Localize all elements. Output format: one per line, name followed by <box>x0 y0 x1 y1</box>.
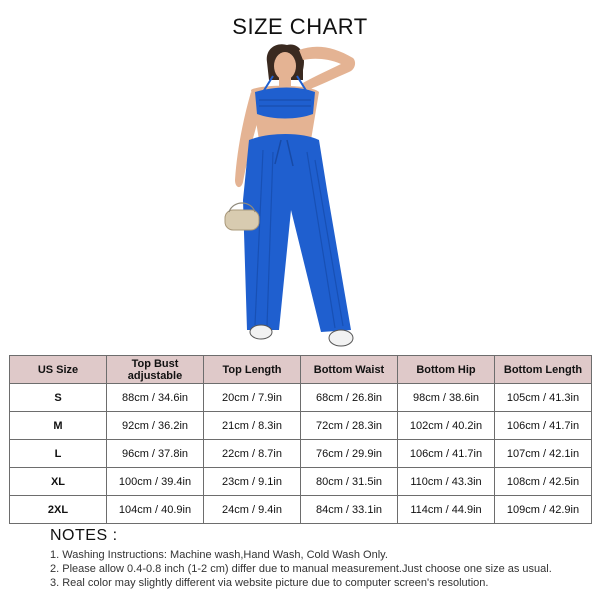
header-bottom-length: Bottom Length <box>495 356 592 384</box>
model-photo <box>215 40 380 352</box>
table-row <box>10 412 592 440</box>
table-cell: 100cm / 39.4in <box>107 468 204 496</box>
table-cell: 88cm / 34.6in <box>107 384 204 412</box>
size-table <box>9 355 592 524</box>
neck <box>279 76 291 86</box>
size-cell: L <box>10 440 107 468</box>
table-row <box>10 384 592 412</box>
table-row <box>10 496 592 524</box>
table-header-row <box>10 356 592 384</box>
table-cell: 72cm / 28.3in <box>301 412 398 440</box>
table-cell: 105cm / 41.3in <box>495 384 592 412</box>
table-cell: 80cm / 31.5in <box>301 468 398 496</box>
table-cell: 114cm / 44.9in <box>398 496 495 524</box>
table-cell: 92cm / 36.2in <box>107 412 204 440</box>
note-item: 3. Real color may slightly different via website picture due to computer screen's resolution. <box>50 577 489 589</box>
note-item: 1. Washing Instructions: Machine wash,Hand Wash, Cold Wash Only. <box>50 549 388 561</box>
table-cell: 102cm / 40.2in <box>398 412 495 440</box>
raised-arm <box>299 47 355 90</box>
notes-title: NOTES : <box>50 527 118 544</box>
table-cell: 22cm / 8.7in <box>204 440 301 468</box>
table-cell: 106cm / 41.7in <box>495 412 592 440</box>
table-cell: 96cm / 37.8in <box>107 440 204 468</box>
size-cell: 2XL <box>10 496 107 524</box>
table-cell: 23cm / 9.1in <box>204 468 301 496</box>
header-bottom-hip: Bottom Hip <box>398 356 495 384</box>
table-row <box>10 440 592 468</box>
table-cell: 110cm / 43.3in <box>398 468 495 496</box>
right-shoe <box>329 330 353 346</box>
table-cell: 107cm / 42.1in <box>495 440 592 468</box>
size-cell: XL <box>10 468 107 496</box>
header-top-bust <box>107 356 204 384</box>
left-shoe <box>250 325 272 339</box>
header-top-bust-label: Top Bust adjustable <box>127 357 183 382</box>
table-cell: 108cm / 42.5in <box>495 468 592 496</box>
header-bottom-waist: Bottom Waist <box>301 356 398 384</box>
table-cell: 21cm / 8.3in <box>204 412 301 440</box>
note-item: 2. Please allow 0.4-0.8 inch (1-2 cm) differ due to manual measurement.Just choose one size as usual. <box>50 563 552 575</box>
table-cell: 84cm / 33.1in <box>301 496 398 524</box>
size-cell: M <box>10 412 107 440</box>
table-row <box>10 468 592 496</box>
clutch-bag <box>225 210 259 230</box>
table-cell: 20cm / 7.9in <box>204 384 301 412</box>
header-us-size: US Size <box>10 356 107 384</box>
page-title: SIZE CHART <box>232 14 368 39</box>
table-cell: 98cm / 38.6in <box>398 384 495 412</box>
table-cell: 106cm / 41.7in <box>398 440 495 468</box>
table-cell: 68cm / 26.8in <box>301 384 398 412</box>
notes-section <box>50 527 595 590</box>
size-cell: S <box>10 384 107 412</box>
table-cell: 109cm / 42.9in <box>495 496 592 524</box>
header-top-length: Top Length <box>204 356 301 384</box>
table-cell: 104cm / 40.9in <box>107 496 204 524</box>
table-cell: 24cm / 9.4in <box>204 496 301 524</box>
table-cell: 76cm / 29.9in <box>301 440 398 468</box>
face <box>274 52 296 80</box>
